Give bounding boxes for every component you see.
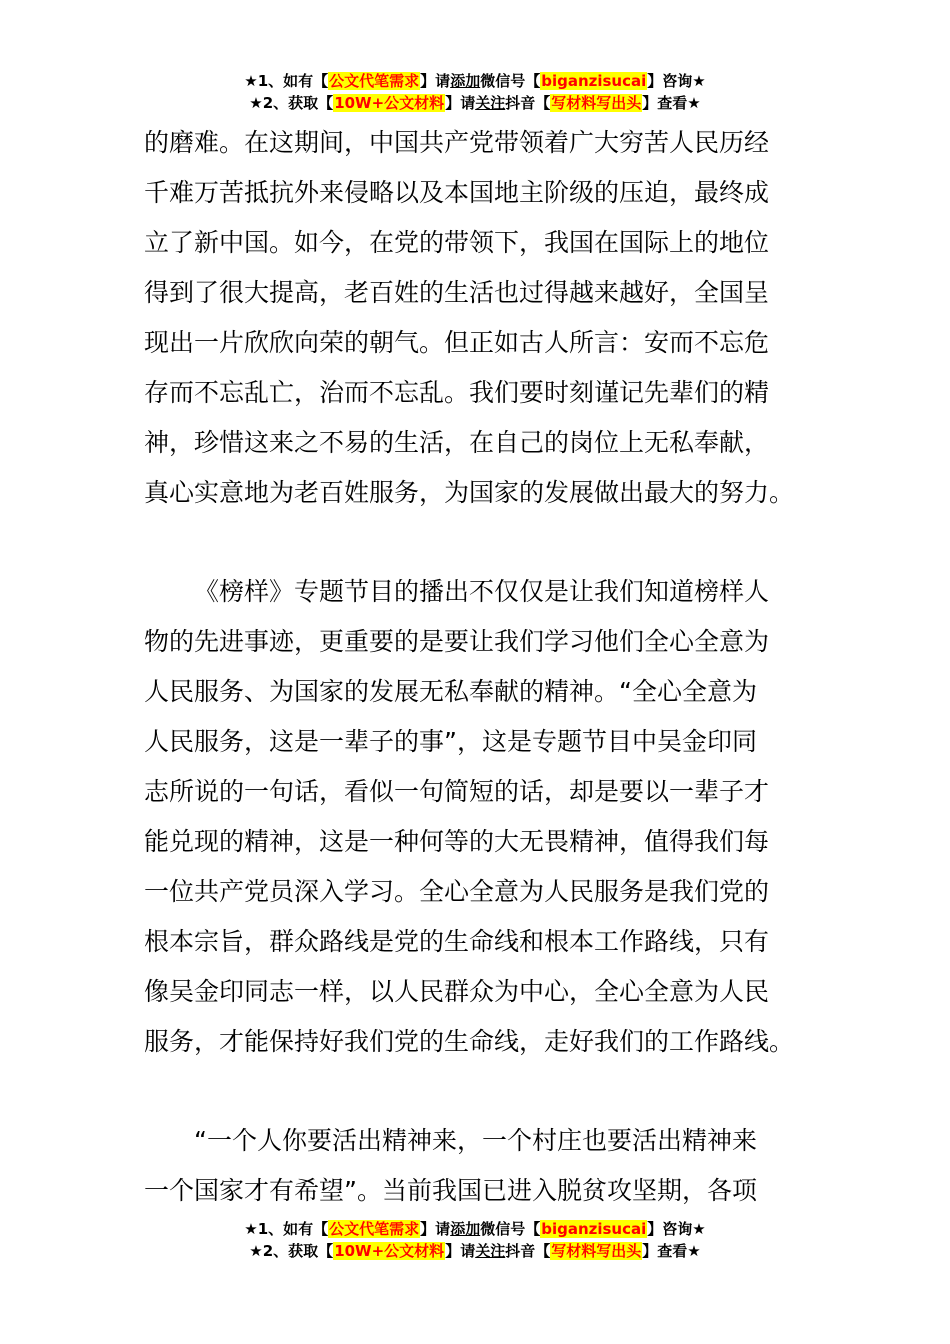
banner-underlined: 关注 (475, 1242, 506, 1260)
banner-line-2 (0, 1240, 950, 1262)
banner-highlight: 写材料写出头 (551, 94, 642, 112)
text-line: 根本宗旨，群众路线是党的生命线和根本工作路线，只有 (144, 927, 770, 956)
banner-text: 】查看★ (642, 1242, 701, 1260)
text-line: 的磨难。在这期间，中国共产党带领着广大穷苦人民历经 (144, 128, 770, 157)
banner-text: 】请 (420, 72, 451, 90)
banner-text: 】咨询★ (647, 72, 706, 90)
paragraph-1 (144, 118, 814, 518)
banner-text: 】请 (445, 1242, 476, 1260)
banner-text: ★2、获取【 (249, 1242, 334, 1260)
banner-highlight: 公文代笔需求 (329, 1220, 420, 1238)
text-line: “一个人你要活出精神来，一个村庄也要活出精神来 (194, 1126, 757, 1155)
footer-banner (0, 1218, 950, 1262)
banner-highlight: 10W+公文材料 (334, 94, 445, 112)
text-line: 人民服务、为国家的发展无私奉献的精神。“全心全意为 (144, 677, 757, 706)
banner-underlined: 添加 (450, 1220, 481, 1238)
banner-highlight: 10W+公文材料 (334, 1242, 445, 1260)
banner-line-2 (0, 92, 950, 114)
banner-highlight: biganzisucai (541, 1220, 647, 1238)
text-line: 一位共产党员深入学习。全心全意为人民服务是我们党的 (144, 877, 770, 906)
text-line: 立了新中国。如今，在党的带领下，我国在国际上的地位 (144, 228, 770, 257)
banner-underlined: 关注 (475, 94, 506, 112)
banner-highlight: 写材料写出头 (551, 1242, 642, 1260)
banner-text: 】咨询★ (647, 1220, 706, 1238)
banner-text: ★1、如有【 (244, 1220, 329, 1238)
text-line: 服务，才能保持好我们党的生命线，走好我们的工作路线。 (144, 1027, 795, 1056)
text-line: 存而不忘乱亡，治而不忘乱。我们要时刻谨记先辈们的精 (144, 378, 770, 407)
text-line: 现出一片欣欣向荣的朝气。但正如古人所言：安而不忘危 (144, 328, 770, 357)
text-line: 志所说的一句话，看似一句简短的话，却是要以一辈子才 (144, 777, 770, 806)
text-line: 人民服务，这是一辈子的事”，这是专题节目中吴金印同 (144, 727, 757, 756)
text-line: 像吴金印同志一样，以人民群众为中心，全心全意为人民 (144, 977, 770, 1006)
banner-line-1 (0, 1218, 950, 1240)
banner-text: 抖音【 (505, 94, 551, 112)
banner-text: ★2、获取【 (249, 94, 334, 112)
banner-text: 】查看★ (642, 94, 701, 112)
banner-text: 抖音【 (505, 1242, 551, 1260)
text-line: 千难万苦抵抗外来侵略以及本国地主阶级的压迫，最终成 (144, 178, 770, 207)
text-line: 物的先进事迹，更重要的是要让我们学习他们全心全意为 (144, 627, 770, 656)
text-line: 一个国家才有希望”。当前我国已进入脱贫攻坚期，各项 (144, 1176, 757, 1205)
paragraph-2 (144, 567, 814, 1067)
banner-highlight: biganzisucai (541, 72, 647, 90)
text-line: 能兑现的精神，这是一种何等的大无畏精神，值得我们每 (144, 827, 770, 856)
text-line: 神，珍惜这来之不易的生活，在自己的岗位上无私奉献， (144, 428, 770, 457)
text-line: 得到了很大提高，老百姓的生活也过得越来越好，全国呈 (144, 278, 770, 307)
banner-text: 】请 (420, 1220, 451, 1238)
banner-text: 微信号【 (480, 72, 541, 90)
banner-text: 】请 (445, 94, 476, 112)
banner-text: 微信号【 (480, 1220, 541, 1238)
banner-underlined: 添加 (450, 72, 481, 90)
paragraph-3 (144, 1116, 814, 1216)
banner-text: ★1、如有【 (244, 72, 329, 90)
banner-line-1 (0, 70, 950, 92)
text-line: 《榜样》专题节目的播出不仅仅是让我们知道榜样人 (194, 577, 770, 606)
text-line: 真心实意地为老百姓服务，为国家的发展做出最大的努力。 (144, 478, 795, 507)
banner-highlight: 公文代笔需求 (329, 72, 420, 90)
header-banner (0, 70, 950, 114)
